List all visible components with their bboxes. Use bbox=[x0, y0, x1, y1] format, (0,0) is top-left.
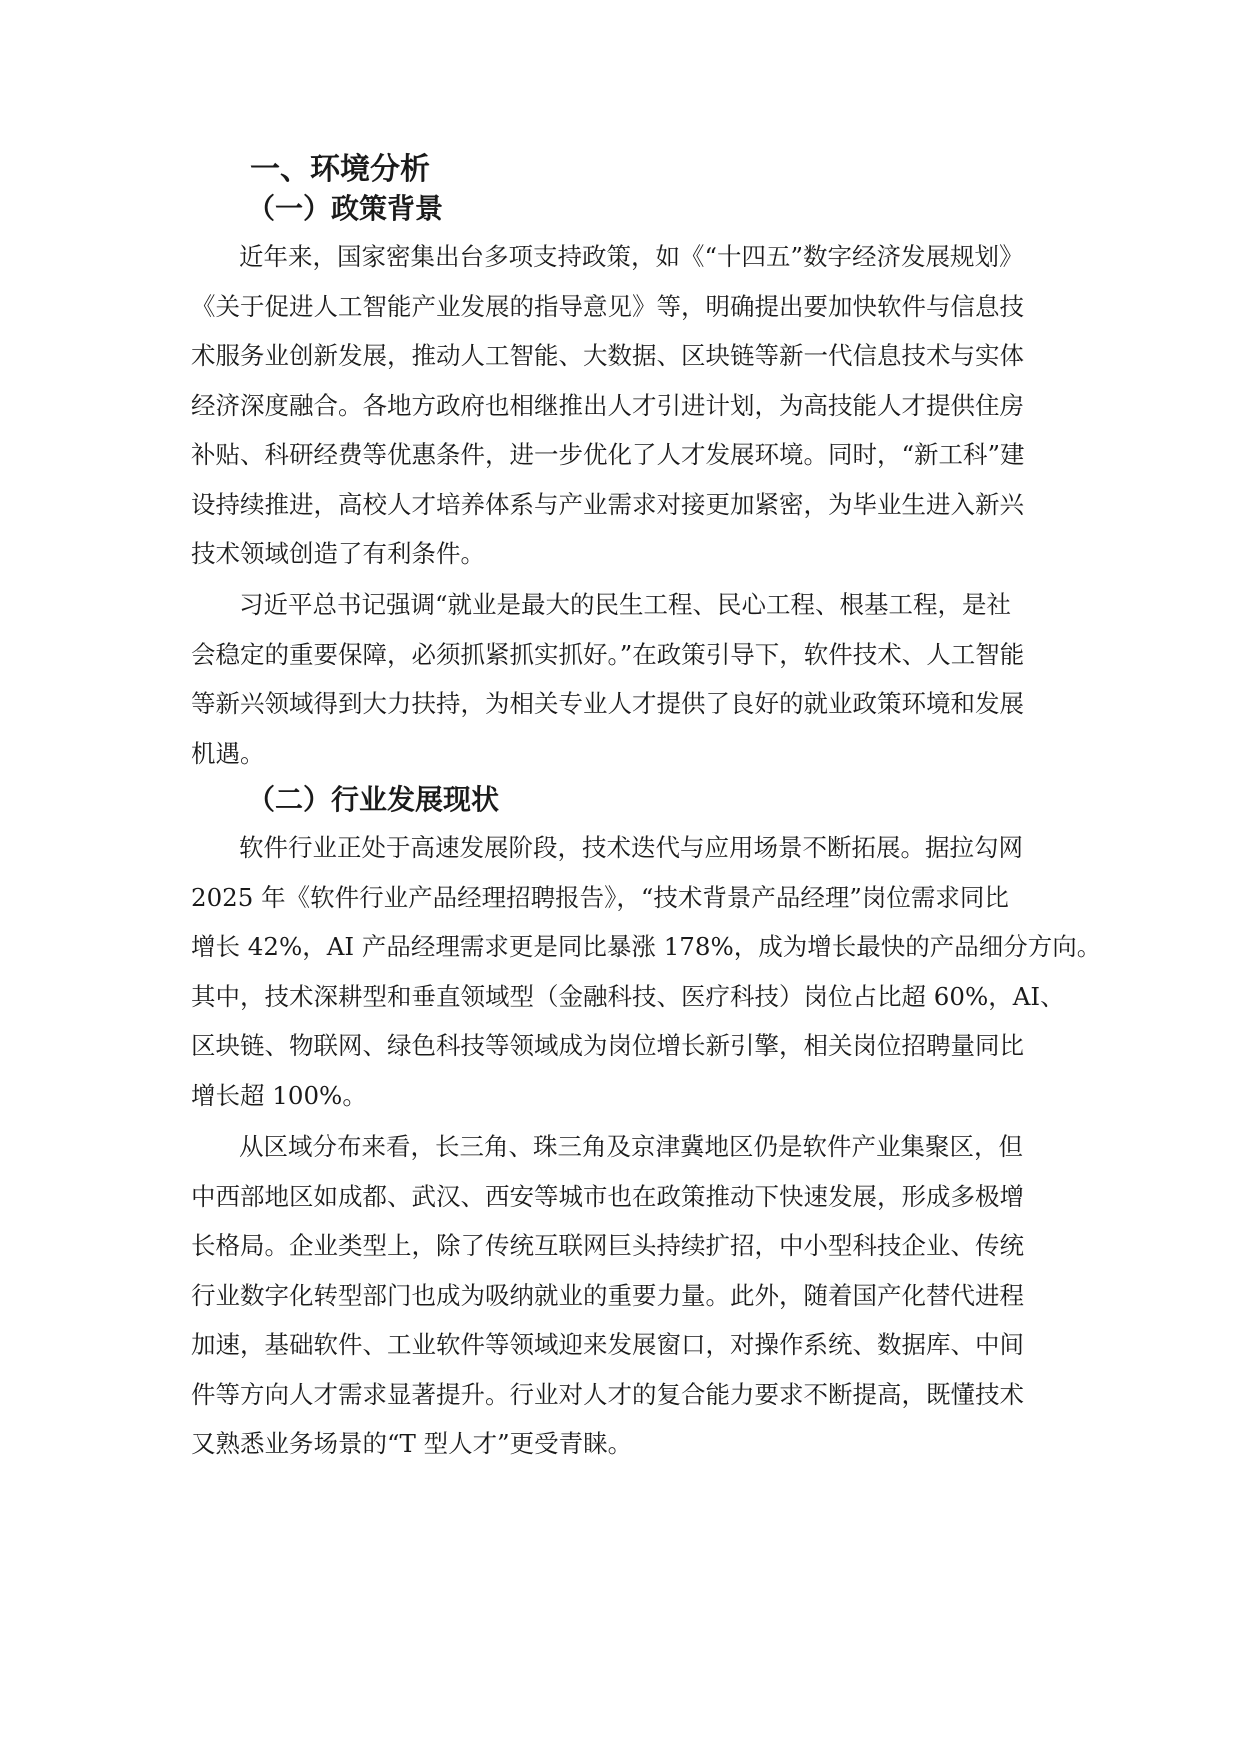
paragraph-line: 区块链、物联网、绿色科技等领域成为岗位增长新引擎，相关岗位招聘量同比 bbox=[191, 1031, 1024, 1060]
paragraph-line: 习近平总书记强调“就业是最大的民生工程、民心工程、根基工程，是社 bbox=[239, 590, 1012, 619]
paragraph-line: 又熟悉业务场景的“T 型人才”更受青睐。 bbox=[191, 1429, 633, 1458]
paragraph-line: 件等方向人才需求显著提升。行业对人才的复合能力要求不断提高，既懂技术 bbox=[191, 1379, 1024, 1409]
paragraph-line: 2025 年《软件行业产品经理招聘报告》，“技术背景产品经理”岗位需求同比 bbox=[191, 882, 1009, 912]
paragraph-line: 机遇。 bbox=[191, 738, 265, 768]
paragraph-line: 技术领域创造了有利条件。 bbox=[191, 539, 485, 568]
paragraph-policy-1 bbox=[191, 232, 1061, 579]
paragraph-industry-1 bbox=[191, 823, 1102, 1120]
paragraph-line: 会稳定的重要保障，必须抓紧抓实抓好。”在政策引导下，软件技术、人工智能 bbox=[191, 639, 1025, 669]
subsection-heading-industry-status: （二）行业发展现状 bbox=[247, 783, 500, 816]
paragraph-line: 行业数字化转型部门也成为吸纳就业的重要力量。此外，随着国产化替代进程 bbox=[191, 1280, 1024, 1310]
paragraph-line: 增长 42%，AI 产品经理需求更是同比暴涨 178%，成为增长最快的产品细分方向。 bbox=[191, 932, 1102, 961]
section-heading-environment-analysis: 一、环境分析 bbox=[250, 152, 430, 187]
paragraph-line: 近年来，国家密集出台多项支持政策，如《“十四五”数字经济发展规划》 bbox=[239, 242, 1024, 271]
paragraph-line: 长格局。企业类型上，除了传统互联网巨头持续扩招，中小型科技企业、传统 bbox=[191, 1231, 1024, 1260]
paragraph-line: 中西部地区如成都、武汉、西安等城市也在政策推动下快速发展，形成多极增 bbox=[191, 1181, 1024, 1211]
paragraph-line: 增长超 100%。 bbox=[191, 1080, 367, 1110]
paragraph-line: 加速，基础软件、工业软件等领域迎来发展窗口，对操作系统、数据库、中间 bbox=[191, 1330, 1024, 1359]
paragraph-line: 术服务业创新发展，推动人工智能、大数据、区块链等新一代信息技术与实体 bbox=[191, 341, 1024, 370]
paragraph-industry-2 bbox=[191, 1122, 1061, 1469]
paragraph-line: 软件行业正处于高速发展阶段，技术迭代与应用场景不断拓展。据拉勾网 bbox=[239, 833, 1023, 862]
paragraph-policy-2 bbox=[191, 580, 1061, 778]
paragraph-line: 设持续推进，高校人才培养体系与产业需求对接更加紧密，为毕业生进入新兴 bbox=[191, 489, 1024, 519]
paragraph-line: 经济深度融合。各地方政府也相继推出人才引进计划，为高技能人才提供住房 bbox=[191, 390, 1024, 420]
paragraph-line: 《关于促进人工智能产业发展的指导意见》等，明确提出要加快软件与信息技 bbox=[191, 291, 1024, 321]
paragraph-line: 补贴、科研经费等优惠条件，进一步优化了人才发展环境。同时，“新工科”建 bbox=[191, 440, 1025, 469]
paragraph-line: 等新兴领域得到大力扶持，为相关专业人才提供了良好的就业政策环境和发展 bbox=[191, 689, 1024, 718]
paragraph-line: 从区域分布来看，长三角、珠三角及京津冀地区仍是软件产业集聚区，但 bbox=[239, 1132, 1023, 1161]
subsection-heading-policy-background: （一）政策背景 bbox=[247, 192, 444, 225]
paragraph-line: 其中，技术深耕型和垂直领域型（金融科技、医疗科技）岗位占比超 60%，AI、 bbox=[191, 981, 1065, 1011]
